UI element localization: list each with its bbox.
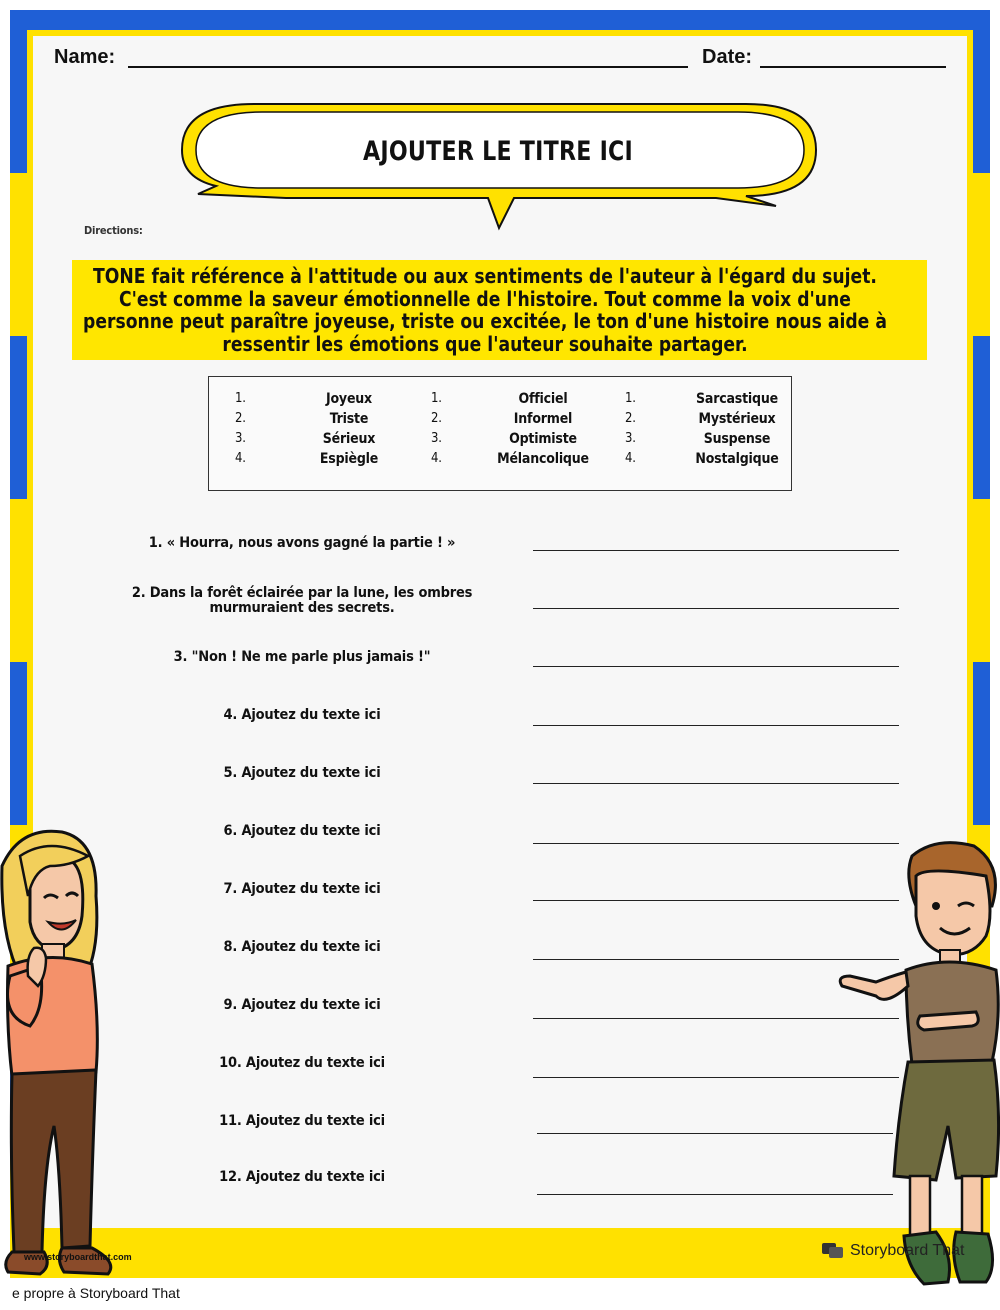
tone-number: 1. — [235, 391, 246, 406]
intro-highlight-box — [72, 260, 927, 360]
tone-number: 2. — [431, 411, 442, 426]
tone-number: 3. — [431, 431, 442, 446]
question-2: 2. Dans la forêt éclairée par la lune, les ombres murmuraient des secrets. — [131, 585, 473, 616]
tone-number: 2. — [625, 411, 636, 426]
storyboard-logo-icon — [820, 1241, 846, 1261]
tone-number: 1. — [625, 391, 636, 406]
tone-number: 2. — [235, 411, 246, 426]
worksheet-title[interactable]: AJOUTER LE TITRE ICI — [362, 136, 634, 167]
tone-word: Mystérieux — [698, 411, 776, 427]
question-10: 10. Ajoutez du texte ici — [219, 1055, 385, 1071]
footer-url[interactable]: www.storyboardthat.com — [24, 1252, 132, 1262]
girl-character-illustration — [0, 826, 125, 1294]
tone-number: 1. — [431, 391, 442, 406]
question-6: 6. Ajoutez du texte ici — [223, 823, 381, 839]
tone-word: Nostalgique — [695, 451, 779, 467]
question-11: 11. Ajoutez du texte ici — [219, 1113, 385, 1129]
answer-line-4[interactable] — [533, 725, 899, 726]
tone-word: Mélancolique — [497, 451, 589, 467]
tone-word: Sarcastique — [696, 391, 778, 407]
tone-number: 4. — [235, 451, 246, 466]
footer-logo[interactable] — [820, 1241, 964, 1261]
tone-word: Informel — [513, 411, 573, 427]
footer-credit: e propre à Storyboard That — [12, 1285, 180, 1301]
intro-text: TONE fait référence à l'attitude ou aux sentiments de l'auteur à l'égard du sujet. C'est comme la saveur émotionnelle de l'histoire. Tout comme la voix d'une personne peut paraître joyeuse, triste ou excitée, le ton d'une histoire nous aide à ressentir les émotions que l'auteur souhaite partager. — [83, 264, 887, 356]
answer-line-3[interactable] — [533, 666, 899, 667]
question-12: 12. Ajoutez du texte ici — [219, 1169, 385, 1185]
tone-number: 4. — [625, 451, 636, 466]
directions-label: Directions: — [84, 224, 143, 237]
name-field[interactable] — [128, 66, 688, 68]
tone-number: 3. — [625, 431, 636, 446]
tone-word: Triste — [329, 411, 369, 427]
tone-number: 3. — [235, 431, 246, 446]
tone-word: Sérieux — [322, 431, 376, 447]
question-7: 7. Ajoutez du texte ici — [223, 881, 381, 897]
tone-word: Espiègle — [319, 451, 379, 467]
question-4: 4. Ajoutez du texte ici — [223, 707, 381, 723]
answer-line-1[interactable] — [533, 550, 899, 551]
date-field[interactable] — [760, 66, 946, 68]
question-8: 8. Ajoutez du texte ici — [223, 939, 381, 955]
footer-logo-text: Storyboard That — [850, 1242, 965, 1259]
tone-word: Optimiste — [509, 431, 577, 447]
tone-word: Joyeux — [326, 391, 372, 407]
boy-character-illustration — [836, 836, 1000, 1290]
question-3: 3. "Non ! Ne me parle plus jamais !" — [173, 649, 431, 665]
tone-word: Officiel — [518, 391, 568, 407]
answer-line-5[interactable] — [533, 783, 899, 784]
answer-line-2[interactable] — [533, 608, 899, 609]
tone-word: Suspense — [703, 431, 771, 447]
tone-number: 4. — [431, 451, 442, 466]
name-label: Name: — [54, 46, 116, 68]
question-9: 9. Ajoutez du texte ici — [223, 997, 381, 1013]
question-5: 5. Ajoutez du texte ici — [223, 765, 381, 781]
tone-word-bank — [208, 376, 792, 491]
question-1: 1. « Hourra, nous avons gagné la partie ! » — [148, 535, 456, 551]
date-label: Date: — [702, 46, 753, 68]
